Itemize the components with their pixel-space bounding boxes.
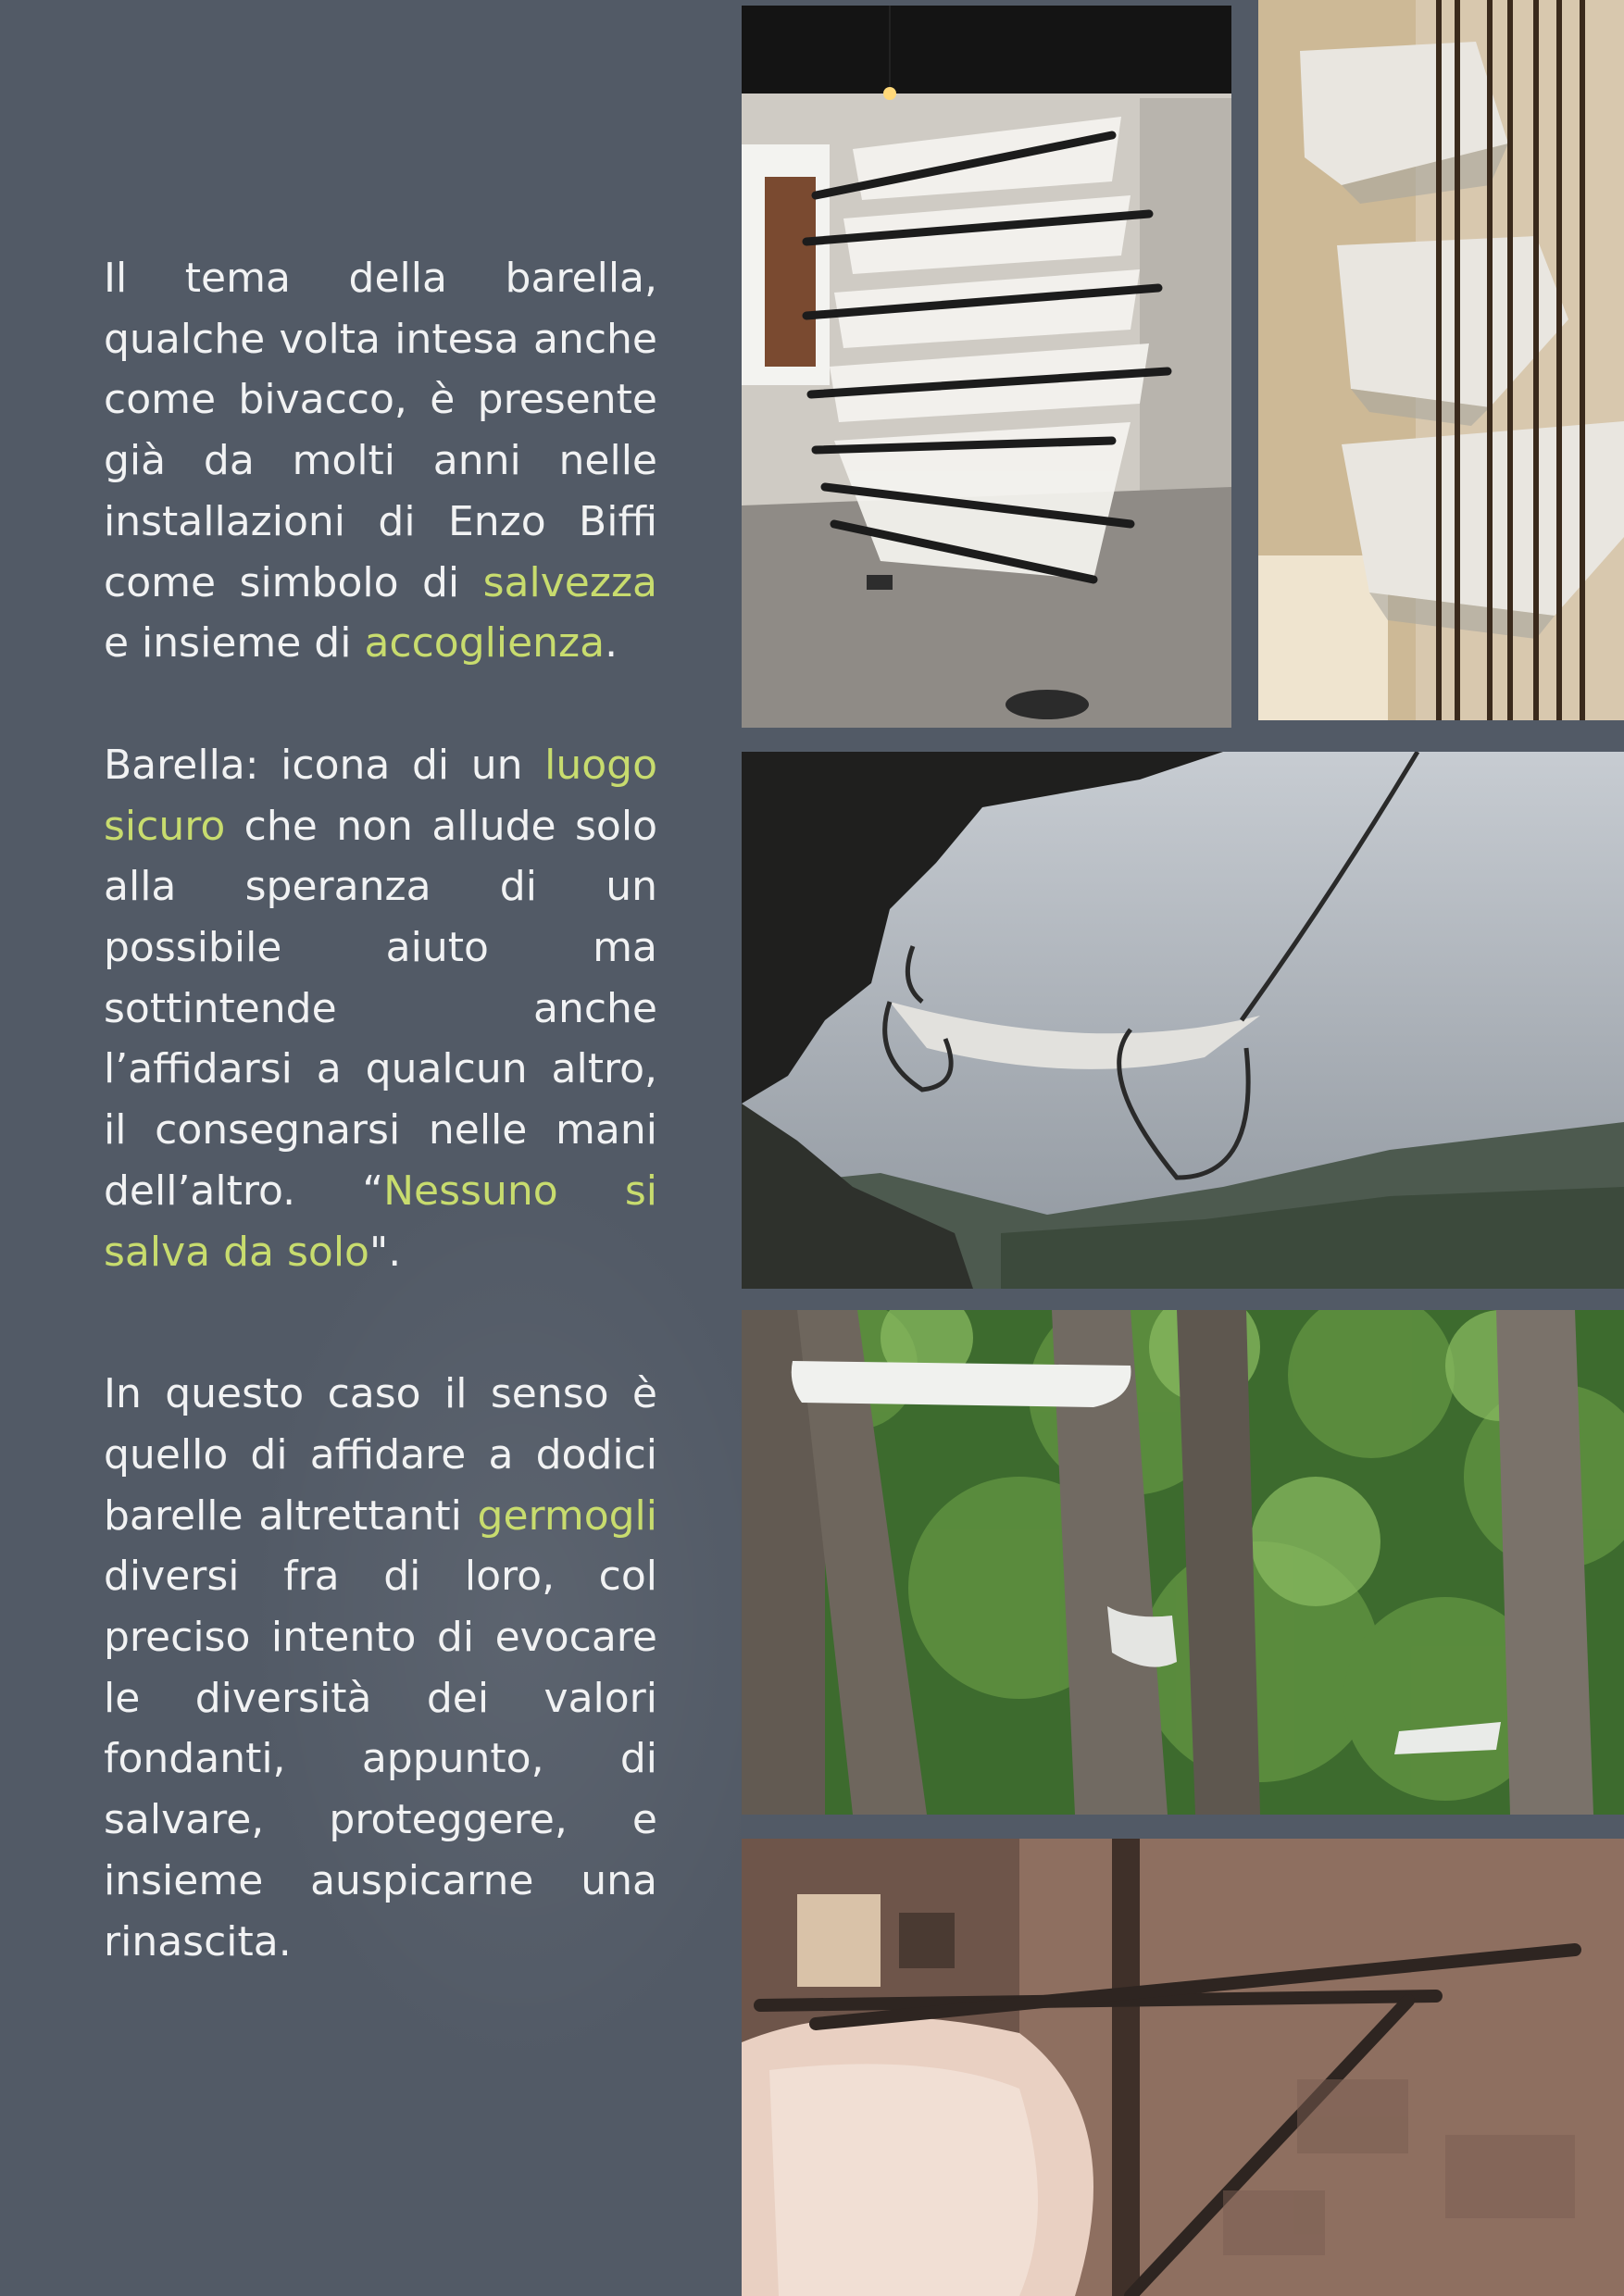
p2-text-3: ". xyxy=(369,1228,402,1276)
p2-text-2: che non allude solo alla speranza di un possibile aiuto ma sottintende anche l’affidarsi a qualcun altro, il consegnarsi nelle mani dell’altro. “ xyxy=(104,802,657,1215)
p2-highlight-quote: Nessuno si salva da solo xyxy=(104,1167,657,1276)
p1-highlight-salvezza: salvezza xyxy=(482,558,657,606)
photo-indoor-stretchers xyxy=(742,6,1231,728)
p1-text-1: Il tema della barella, qualche volta intesa anche come bivacco, è presente già da molti anni nelle installazioni di Enzo Biffi come simbolo di xyxy=(104,255,657,606)
paragraph-1 xyxy=(104,248,657,674)
photo-hanging-trays-image xyxy=(1258,0,1624,720)
p2-text-1: Barella: icona di un xyxy=(104,741,545,789)
photo-cliff-stretcher-image xyxy=(742,752,1624,1289)
p3-text-2: diversi fra di loro, col preciso intento di evocare le diversità dei valori fondanti, appunto, di salvare, proteggere, e insieme auspicarne una rinascita. xyxy=(104,1553,657,1965)
p1-highlight-accoglienza: accoglienza xyxy=(364,619,606,668)
p2-highlight-luogo-sicuro: luogo sicuro xyxy=(104,741,657,850)
photo-forest-stretchers xyxy=(742,1310,1624,1815)
photo-cliff-stretcher xyxy=(742,752,1624,1289)
p3-text-1: In questo caso il senso è quello di affidare a dodici barelle altrettanti xyxy=(104,1370,657,1540)
text-column xyxy=(104,248,657,1972)
photo-indoor-stretchers-image xyxy=(742,6,1231,728)
p1-text-3: . xyxy=(605,619,618,668)
photo-stone-interior-image xyxy=(742,1839,1624,2296)
photo-hanging-trays xyxy=(1258,0,1624,720)
paragraph-2 xyxy=(104,735,657,1282)
photo-forest-stretchers-image xyxy=(742,1310,1624,1815)
photo-stone-interior xyxy=(742,1839,1624,2296)
p3-highlight-germogli: germogli xyxy=(477,1491,657,1540)
p1-text-2: e insieme di xyxy=(104,619,365,668)
paragraph-3 xyxy=(104,1364,657,1972)
